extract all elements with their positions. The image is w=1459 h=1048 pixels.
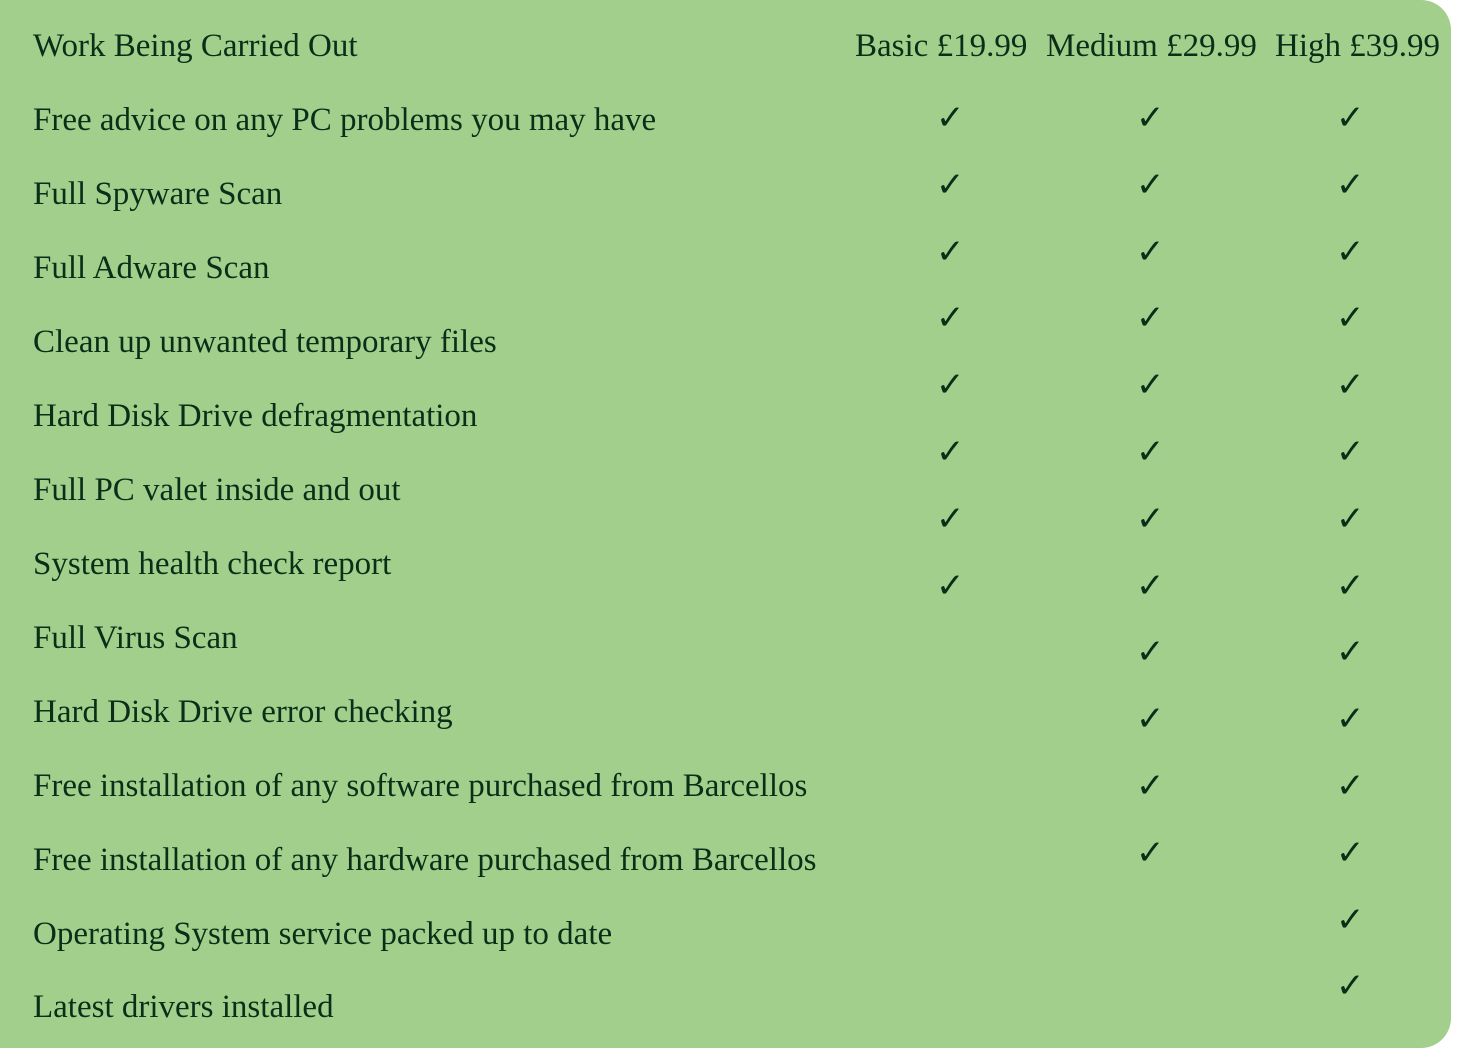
tick-mark-high: ✓ bbox=[1336, 565, 1365, 606]
feature-health-report: System health check report bbox=[33, 546, 392, 582]
tick-mark-basic: ✓ bbox=[936, 298, 965, 339]
feature-defragmentation: Hard Disk Drive defragmentation bbox=[33, 398, 478, 434]
feature-latest-drivers: Latest drivers installed bbox=[33, 989, 334, 1025]
tier-header-high: High £39.99 bbox=[1275, 28, 1440, 64]
tick-mark-basic: ✓ bbox=[936, 498, 965, 539]
feature-pc-valet: Full PC valet inside and out bbox=[33, 472, 401, 508]
tick-mark-high: ✓ bbox=[1336, 899, 1365, 940]
feature-hardware-install: Free installation of any hardware purchased from Barcellos bbox=[33, 842, 817, 878]
tick-mark-high: ✓ bbox=[1336, 98, 1365, 138]
tick-mark-high: ✓ bbox=[1336, 164, 1365, 205]
feature-os-service-pack: Operating System service packed up to date bbox=[33, 916, 613, 952]
tick-mark-medium: ✓ bbox=[1136, 298, 1165, 339]
tick-mark-high: ✓ bbox=[1336, 231, 1365, 272]
tick-mark-medium: ✓ bbox=[1136, 231, 1165, 272]
tick-mark-basic: ✓ bbox=[936, 365, 965, 406]
tick-mark-high: ✓ bbox=[1336, 766, 1365, 806]
tick-mark-high: ✓ bbox=[1336, 699, 1365, 740]
tier-header-medium: Medium £29.99 bbox=[1046, 28, 1257, 64]
tick-mark-high: ✓ bbox=[1336, 365, 1365, 406]
tick-mark-medium: ✓ bbox=[1136, 832, 1165, 873]
tick-mark-high: ✓ bbox=[1336, 432, 1365, 472]
tick-mark-medium: ✓ bbox=[1136, 365, 1165, 406]
tick-mark-medium: ✓ bbox=[1136, 565, 1165, 606]
tick-mark-basic: ✓ bbox=[936, 164, 965, 205]
tick-mark-high: ✓ bbox=[1336, 832, 1365, 873]
feature-temp-files: Clean up unwanted temporary files bbox=[33, 324, 497, 360]
tick-mark-high: ✓ bbox=[1336, 632, 1365, 673]
feature-virus-scan: Full Virus Scan bbox=[33, 620, 238, 656]
tick-mark-basic: ✓ bbox=[936, 231, 965, 272]
feature-error-checking: Hard Disk Drive error checking bbox=[33, 694, 453, 730]
tick-mark-medium: ✓ bbox=[1136, 699, 1165, 740]
tick-mark-basic: ✓ bbox=[936, 432, 965, 472]
tick-mark-high: ✓ bbox=[1336, 966, 1365, 1007]
feature-adware-scan: Full Adware Scan bbox=[33, 250, 270, 286]
tick-mark-medium: ✓ bbox=[1136, 766, 1165, 806]
feature-spyware-scan: Full Spyware Scan bbox=[33, 176, 283, 212]
tick-mark-medium: ✓ bbox=[1136, 632, 1165, 673]
tick-mark-high: ✓ bbox=[1336, 498, 1365, 539]
tick-mark-medium: ✓ bbox=[1136, 98, 1165, 138]
tick-mark-medium: ✓ bbox=[1136, 498, 1165, 539]
feature-software-install: Free installation of any software purchased from Barcellos bbox=[33, 768, 808, 804]
tier-header-basic: Basic £19.99 bbox=[855, 28, 1028, 64]
tick-mark-basic: ✓ bbox=[936, 98, 965, 138]
tick-mark-medium: ✓ bbox=[1136, 164, 1165, 205]
tick-mark-high: ✓ bbox=[1336, 298, 1365, 339]
tick-mark-medium: ✓ bbox=[1136, 432, 1165, 472]
feature-free-advice: Free advice on any PC problems you may have bbox=[33, 102, 657, 138]
tick-mark-basic: ✓ bbox=[936, 565, 965, 606]
work-column-header: Work Being Carried Out bbox=[33, 28, 358, 64]
